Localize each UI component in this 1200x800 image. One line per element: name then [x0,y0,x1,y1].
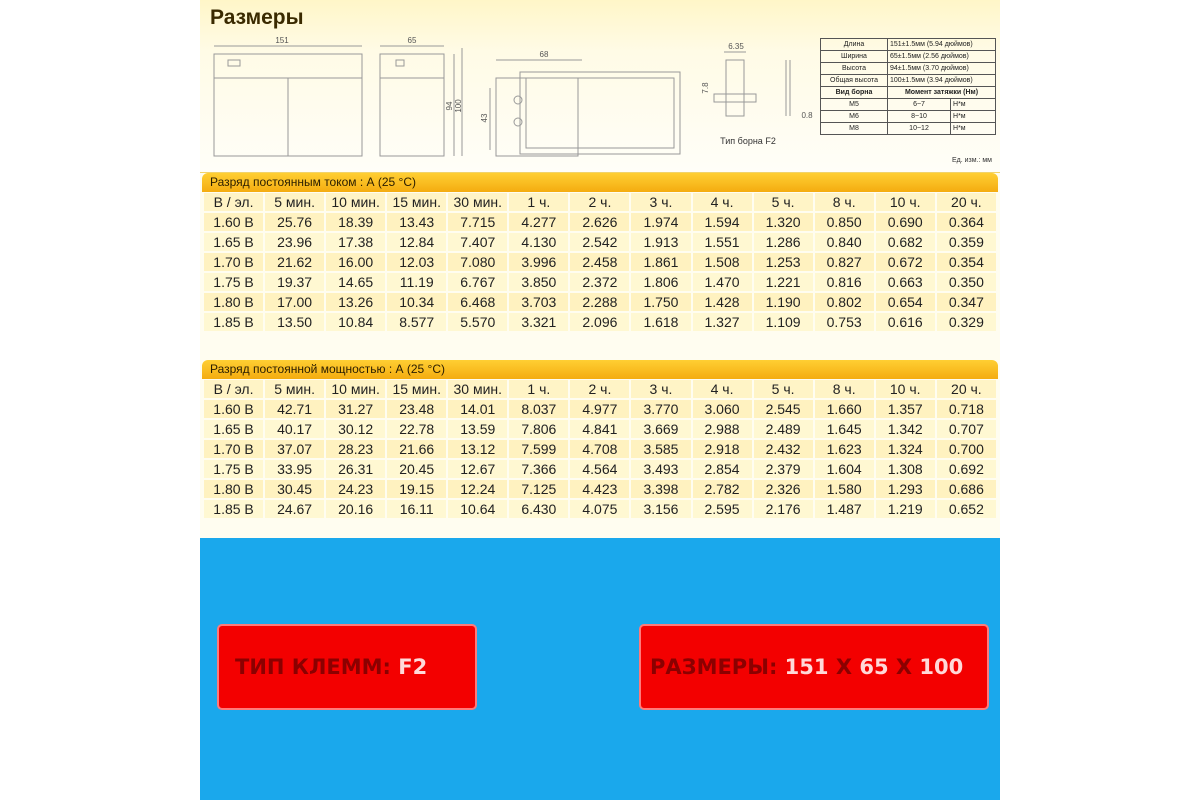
size-height: 100 [919,655,964,679]
table-cell: 1.660 [815,400,874,418]
table-cell: 4.277 [509,213,568,231]
table-cell: 2.458 [570,253,629,271]
row-voltage-cell: 1.80 В [204,480,263,498]
table-cell: 4.564 [570,460,629,478]
table-cell: 0.329 [937,313,996,331]
column-header: 10 ч. [876,380,935,398]
table-cell: 2.988 [693,420,752,438]
table-cell: 16.00 [326,253,385,271]
table-cell: 2.372 [570,273,629,291]
torque-key: M8 [821,123,888,135]
table-cell: 1.551 [693,233,752,251]
column-header: В / эл. [204,380,263,398]
spec-key: Высота [821,63,888,75]
torque-unit: Н*м [951,123,996,135]
table-cell: 1.342 [876,420,935,438]
table-cell: 33.95 [265,460,324,478]
table-cell: 20.45 [387,460,446,478]
table-cell: 0.753 [815,313,874,331]
torque-header-row [821,87,996,99]
torque-value: 8~10 [888,111,951,123]
table-cell: 1.293 [876,480,935,498]
current-discharge-block [202,173,998,333]
size-x-separator: X [895,655,913,679]
spec-key: Общая высота [821,75,888,87]
table-cell: 1.428 [693,293,752,311]
terminal-type-caption: Тип борна F2 [720,136,776,146]
table-row [204,293,996,311]
column-header: 5 ч. [754,193,813,211]
size-badge [639,624,989,710]
column-header: 1 ч. [509,193,568,211]
table-cell: 0.718 [937,400,996,418]
table-cell: 2.626 [570,213,629,231]
row-voltage-cell: 1.75 В [204,273,263,291]
spec-row [821,39,996,51]
torque-row [821,111,996,123]
table-cell: 1.861 [631,253,690,271]
torque-value: 10~12 [888,123,951,135]
column-header: 2 ч. [570,380,629,398]
spec-row [821,63,996,75]
table-cell: 1.487 [815,500,874,518]
table-cell: 0.707 [937,420,996,438]
table-cell: 2.489 [754,420,813,438]
table-cell: 0.347 [937,293,996,311]
row-voltage-cell: 1.75 В [204,460,263,478]
dim-height-label: 94 [445,101,454,111]
table-cell: 13.59 [448,420,507,438]
table-cell: 1.219 [876,500,935,518]
table-cell: 1.221 [754,273,813,291]
table-cell: 7.599 [509,440,568,458]
terminal-type-label: ТИП КЛЕММ: [235,655,391,679]
table-cell: 2.176 [754,500,813,518]
table-cell: 2.854 [693,460,752,478]
table-cell: 28.23 [326,440,385,458]
size-label: РАЗМЕРЫ: [650,655,778,679]
table-row [204,313,996,331]
table-cell: 13.26 [326,293,385,311]
table-cell: 20.16 [326,500,385,518]
table-cell: 24.67 [265,500,324,518]
table-cell: 2.288 [570,293,629,311]
table-cell: 1.109 [754,313,813,331]
table-cell: 12.84 [387,233,446,251]
table-cell: 7.080 [448,253,507,271]
table-cell: 0.692 [937,460,996,478]
table-cell: 4.841 [570,420,629,438]
table-cell: 3.669 [631,420,690,438]
table-cell: 16.11 [387,500,446,518]
column-header: 2 ч. [570,193,629,211]
table-cell: 2.782 [693,480,752,498]
table-cell: 2.432 [754,440,813,458]
table-cell: 1.618 [631,313,690,331]
table-cell: 0.364 [937,213,996,231]
table-cell: 1.357 [876,400,935,418]
table-cell: 24.23 [326,480,385,498]
table-cell: 5.570 [448,313,507,331]
torque-row [821,99,996,111]
terminal-type-badge [217,624,477,710]
side-view-drawing [380,46,462,156]
column-header: 1 ч. [509,380,568,398]
table-cell: 1.470 [693,273,752,291]
column-header: 3 ч. [631,193,690,211]
table-cell: 1.324 [876,440,935,458]
table-row [204,480,996,498]
size-length: 151 [784,655,829,679]
table-row [204,400,996,418]
table-cell: 2.545 [754,400,813,418]
column-header: 3 ч. [631,380,690,398]
torque-key: M6 [821,111,888,123]
table-cell: 10.34 [387,293,446,311]
table-cell: 0.850 [815,213,874,231]
table-cell: 30.45 [265,480,324,498]
table-cell: 8.037 [509,400,568,418]
table-cell: 1.974 [631,213,690,231]
table-cell: 1.286 [754,233,813,251]
row-voltage-cell: 1.60 В [204,213,263,231]
dim-terminal-width-label: 6.35 [728,42,744,51]
table-cell: 1.308 [876,460,935,478]
table-cell: 30.12 [326,420,385,438]
table-cell: 6.468 [448,293,507,311]
column-header: 4 ч. [693,193,752,211]
table-cell: 0.359 [937,233,996,251]
row-voltage-cell: 1.65 В [204,420,263,438]
table-cell: 12.03 [387,253,446,271]
dim-side-label: 43 [480,113,489,123]
table-cell: 19.15 [387,480,446,498]
table-cell: 7.806 [509,420,568,438]
torque-unit: Н*м [951,111,996,123]
table-cell: 1.327 [693,313,752,331]
power-discharge-block [202,360,998,520]
table-cell: 3.770 [631,400,690,418]
torque-header-key: Вид борна [821,87,888,99]
spec-value: 65±1.5мм (2.56 дюймов) [888,51,996,63]
torque-header-value: Момент затяжки (Нм) [888,87,996,99]
table-cell: 3.850 [509,273,568,291]
table-row [204,273,996,291]
dim-width-label: 65 [407,36,417,45]
battery-spec-sheet [200,0,1000,800]
table-cell: 1.320 [754,213,813,231]
table-cell: 1.580 [815,480,874,498]
table-cell: 23.48 [387,400,446,418]
column-header: 5 мин. [265,380,324,398]
table-cell: 26.31 [326,460,385,478]
table-cell: 0.354 [937,253,996,271]
column-header: 30 мин. [448,380,507,398]
table-cell: 21.62 [265,253,324,271]
table-row [204,420,996,438]
spec-row [821,75,996,87]
power-discharge-table [202,378,998,520]
table-cell: 18.39 [326,213,385,231]
row-voltage-cell: 1.85 В [204,313,263,331]
table-cell: 0.654 [876,293,935,311]
dim-length-label: 151 [275,36,289,45]
table-cell: 3.493 [631,460,690,478]
table-cell: 22.78 [387,420,446,438]
column-header: 30 мин. [448,193,507,211]
spec-table [820,38,996,135]
table-cell: 0.663 [876,273,935,291]
table-cell: 12.24 [448,480,507,498]
dim-terminal-pos-label: 68 [539,50,549,59]
table-cell: 17.00 [265,293,324,311]
table-cell: 14.01 [448,400,507,418]
table-cell: 0.350 [937,273,996,291]
table-cell: 7.407 [448,233,507,251]
terminal-type-value: F2 [398,655,428,679]
table-cell: 0.840 [815,233,874,251]
table-cell: 4.423 [570,480,629,498]
promo-banner [200,538,1000,800]
table-row [204,233,996,251]
table-cell: 0.672 [876,253,935,271]
table-cell: 1.190 [754,293,813,311]
table-cell: 1.750 [631,293,690,311]
current-discharge-table [202,191,998,333]
table-cell: 13.43 [387,213,446,231]
table-cell: 0.827 [815,253,874,271]
dimensions-section [200,0,1000,173]
table-cell: 1.623 [815,440,874,458]
column-header: 4 ч. [693,380,752,398]
spec-row [821,51,996,63]
table-row [204,253,996,271]
table-cell: 0.802 [815,293,874,311]
table-cell: 0.700 [937,440,996,458]
table-cell: 3.996 [509,253,568,271]
table-row [204,500,996,518]
row-voltage-cell: 1.85 В [204,500,263,518]
table-cell: 2.379 [754,460,813,478]
table-cell: 1.253 [754,253,813,271]
table-cell: 7.715 [448,213,507,231]
row-voltage-cell: 1.70 В [204,440,263,458]
table-cell: 1.806 [631,273,690,291]
torque-value: 6~7 [888,99,951,111]
table-row [204,440,996,458]
table-cell: 0.682 [876,233,935,251]
table-cell: 2.918 [693,440,752,458]
current-table-title: Разряд постоянным током : А (25 °C) [202,173,998,192]
table-cell: 2.326 [754,480,813,498]
table-cell: 1.508 [693,253,752,271]
table-cell: 2.542 [570,233,629,251]
torque-unit: Н*м [951,99,996,111]
size-width: 65 [859,655,889,679]
column-header: 20 ч. [937,380,996,398]
table-cell: 0.686 [937,480,996,498]
column-header: 8 ч. [815,380,874,398]
spec-value: 100±1.5мм (3.94 дюймов) [888,75,996,87]
table-cell: 12.67 [448,460,507,478]
top-view-drawing [490,60,680,156]
table-row [204,213,996,231]
column-header: 10 мин. [326,380,385,398]
table-cell: 13.12 [448,440,507,458]
column-header: 8 ч. [815,193,874,211]
table-header-row [204,193,996,211]
column-header: 5 мин. [265,193,324,211]
table-cell: 11.19 [387,273,446,291]
spec-key: Ширина [821,51,888,63]
table-cell: 0.690 [876,213,935,231]
column-header: 15 мин. [387,193,446,211]
row-voltage-cell: 1.70 В [204,253,263,271]
table-cell: 3.321 [509,313,568,331]
table-cell: 6.767 [448,273,507,291]
torque-row [821,123,996,135]
table-cell: 1.913 [631,233,690,251]
column-header: 15 мин. [387,380,446,398]
dimensions-title: Размеры [210,6,304,29]
table-cell: 13.50 [265,313,324,331]
table-cell: 7.366 [509,460,568,478]
table-cell: 14.65 [326,273,385,291]
column-header: 5 ч. [754,380,813,398]
table-cell: 37.07 [265,440,324,458]
size-x-separator: X [835,655,853,679]
row-voltage-cell: 1.60 В [204,400,263,418]
table-cell: 31.27 [326,400,385,418]
spec-value: 94±1.5мм (3.70 дюймов) [888,63,996,75]
spec-value: 151±1.5мм (5.94 дюймов) [888,39,996,51]
table-cell: 23.96 [265,233,324,251]
table-cell: 1.604 [815,460,874,478]
dim-tab-height-label: 7.8 [701,82,710,94]
table-cell: 0.616 [876,313,935,331]
unit-note: Ед. изм.: мм [951,157,992,164]
table-cell: 25.76 [265,213,324,231]
table-cell: 21.66 [387,440,446,458]
column-header: 10 ч. [876,193,935,211]
table-cell: 17.38 [326,233,385,251]
table-cell: 3.398 [631,480,690,498]
table-cell: 2.595 [693,500,752,518]
torque-key: M5 [821,99,888,111]
table-cell: 10.84 [326,313,385,331]
terminal-drawing [714,52,790,116]
table-cell: 3.156 [631,500,690,518]
dim-total-height-label: 100 [454,99,463,113]
table-cell: 0.816 [815,273,874,291]
table-cell: 10.64 [448,500,507,518]
table-cell: 6.430 [509,500,568,518]
column-header: 20 ч. [937,193,996,211]
table-cell: 0.652 [937,500,996,518]
table-header-row [204,380,996,398]
table-cell: 1.645 [815,420,874,438]
table-cell: 2.096 [570,313,629,331]
table-cell: 3.060 [693,400,752,418]
table-cell: 3.585 [631,440,690,458]
row-voltage-cell: 1.80 В [204,293,263,311]
front-view-drawing [214,46,362,156]
table-cell: 4.977 [570,400,629,418]
column-header: В / эл. [204,193,263,211]
table-cell: 40.17 [265,420,324,438]
table-cell: 3.703 [509,293,568,311]
table-cell: 19.37 [265,273,324,291]
table-cell: 4.075 [570,500,629,518]
table-cell: 8.577 [387,313,446,331]
row-voltage-cell: 1.65 В [204,233,263,251]
table-cell: 4.130 [509,233,568,251]
table-cell: 1.594 [693,213,752,231]
table-cell: 7.125 [509,480,568,498]
table-row [204,460,996,478]
table-cell: 4.708 [570,440,629,458]
column-header: 10 мин. [326,193,385,211]
power-table-title: Разряд постоянной мощностью : А (25 °C) [202,360,998,379]
table-cell: 42.71 [265,400,324,418]
spec-key: Длина [821,39,888,51]
dim-tab-thickness-label: 0.8 [801,111,813,120]
